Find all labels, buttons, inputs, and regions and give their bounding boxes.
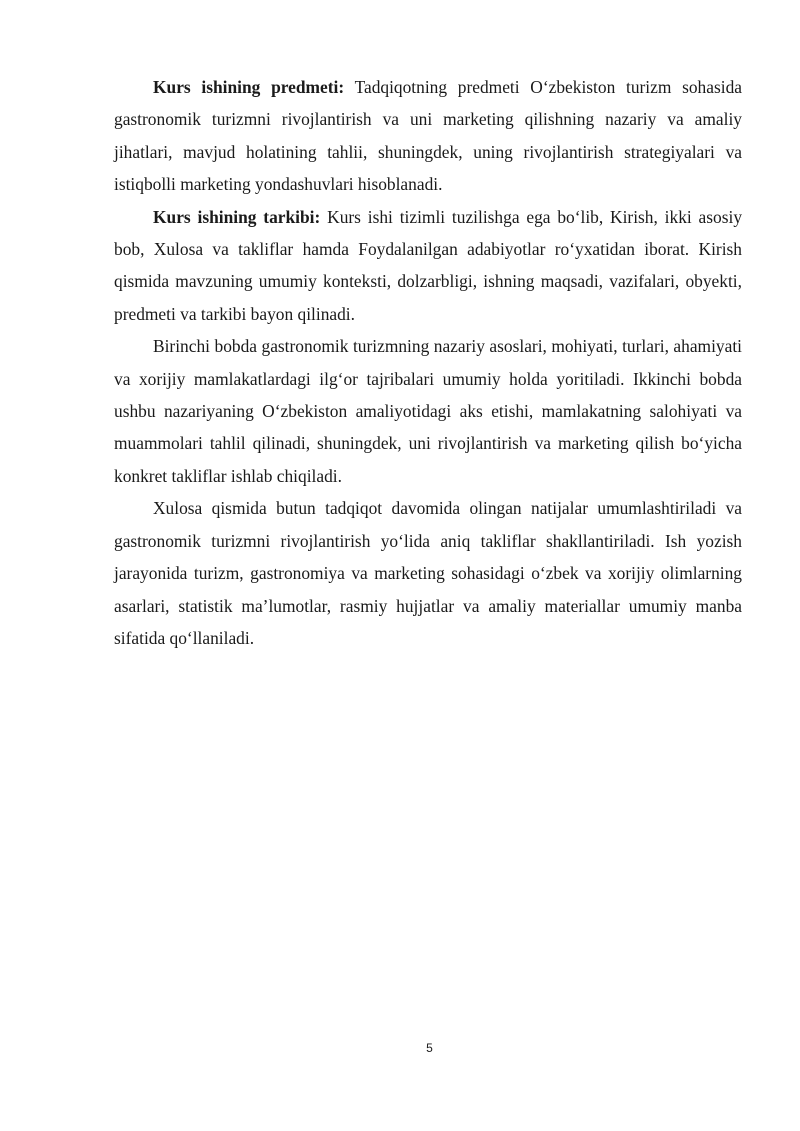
- document-body: [114, 71, 742, 654]
- paragraph-structure: [114, 201, 742, 331]
- paragraph-subject: [114, 71, 742, 201]
- paragraph-conclusion: [114, 492, 742, 654]
- page-number: 5: [426, 1041, 433, 1055]
- paragraph-subject-text: Tadqiqotning predmeti O‘zbekiston turizm sohasida gastronomik turizmni rivojlantirish va uni marketing qilishning nazariy va amaliy jihatlari, mavjud holatining tahlii, shuningdek, uning rivojlantirish strategiyalari va istiqbolli marketing yondashuvlari hisoblanadi.: [114, 77, 742, 195]
- paragraph-structure-text: Kurs ishi tizimli tuzilishga ega bo‘lib, Kirish, ikki asosiy bob, Xulosa va takliflar hamda Foydalanilgan adabiyotlar ro‘yxatidan iborat. Kirish qismida mavzuning umumiy konteksti, dolzarbligi, ishning maqsadi, vazifalari, obyekti, predmeti va tarkibi bayon qilinadi.: [114, 206, 743, 324]
- paragraph-conclusion-text: Xulosa qismida butun tadqiqot davomida olingan natijalar umumlashtiriladi va gastronomik turizmni rivojlantirish yo‘lida aniq takliflar shakllantiriladi. Ish yozish jarayonida turizm, gastronomiya va marketing sohasidagi o‘zbek va xorijiy olimlarning asarlari, statistik ma’lumotlar, rasmiy hujjatlar va amaliy materiallar umumiy manba sifatida qo‘llaniladi.: [114, 498, 742, 648]
- paragraph-structure-heading: Kurs ishining tarkibi:: [153, 206, 321, 227]
- paragraph-chapters-text: Birinchi bobda gastronomik turizmning nazariy asoslari, mohiyati, turlari, ahamiyati va xorijiy mamlakatlardagi ilg‘or tajribalari umumiy holda yoritiladi. Ikkinchi bobda ushbu nazariyaning O‘zbekiston amaliyotidagi aks etishi, mamlakatning salohiyati va muammolari tahlil qilinadi, shuningdek, uni rivojlantirish va marketing qilish bo‘yicha konkret takliflar ishlab chiqiladi.: [114, 336, 742, 486]
- paragraph-chapters: [114, 330, 742, 492]
- paragraph-subject-heading: Kurs ishining predmeti:: [153, 77, 345, 97]
